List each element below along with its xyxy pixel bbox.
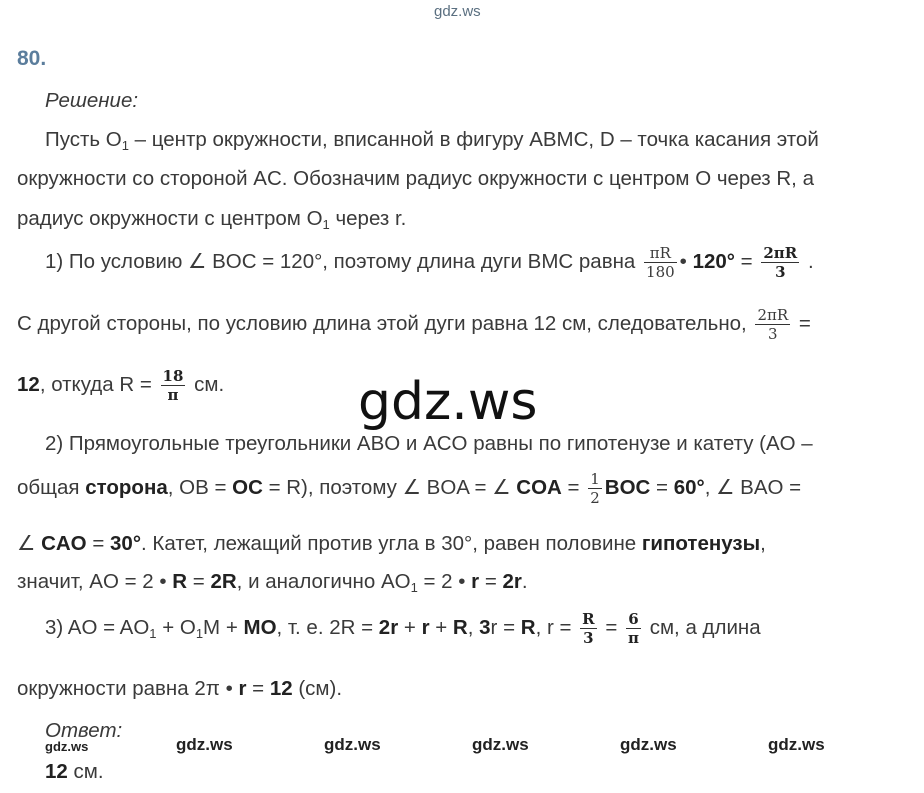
fraction: $\frac{1}{2}$ xyxy=(590,470,600,507)
fraction: $\frac{2\pi R}{3}$ xyxy=(763,244,798,281)
fraction: $\frac{6}{\pi}$ xyxy=(628,610,639,647)
watermark-large: gdz.ws xyxy=(358,372,538,432)
step2-line-4: значит, AO = 2 • R = 2R, и аналогично $AO_1 = 2$ • r = 2r. xyxy=(17,570,528,595)
watermark-footer: gdz.ws xyxy=(472,735,529,754)
intro-line-3: радиус окружности с центром $O_1$ через r. xyxy=(17,207,407,232)
watermark-footer: gdz.ws xyxy=(768,735,825,754)
fraction: $\frac{18}{\pi}$ xyxy=(162,367,184,404)
step2-line-3: ∠ CAO = 30°. Катет, лежащий против угла в 30°, равен половине гипотенузы, xyxy=(17,532,766,555)
fraction: $\frac{2\pi R}{3}$ xyxy=(757,306,789,343)
watermark-footer: gdz.ws xyxy=(324,735,381,754)
step2-line-1: 2) Прямоугольные треугольники ABO и ACO равны по гипотенузе и катету (AO – xyxy=(45,432,813,455)
answer-label: Ответ: xyxy=(45,719,123,742)
fraction: $\frac{\pi R}{180}$ xyxy=(646,244,675,281)
step1-line-1: 1) По условию ∠ BOC = 120°, поэтому длина дуги BMC равна $\frac{\pi R}{180}$ • 120° = $\frac{2\pi R}{3}$ . xyxy=(45,244,814,281)
solution-label: Решение: xyxy=(45,89,139,112)
watermark-footer: gdz.ws xyxy=(45,739,89,754)
step2-line-2: общая сторона, OB = OC = R), поэтому ∠ BOA = ∠ COA = $\frac{1}{2}$ BOC = 60°, ∠ BAO = xyxy=(17,470,802,507)
watermark-top: gdz.ws xyxy=(434,3,481,20)
intro-line-1: Пусть $O_1$ – центр окружности, вписанной в фигуру ABMC, D – точка касания этой xyxy=(45,128,819,153)
watermark-footer: gdz.ws xyxy=(620,735,677,754)
watermark-footer: gdz.ws xyxy=(176,735,233,754)
step1-line-2: С другой стороны, по условию длина этой дуги равна 12 см, следовательно, $\frac{2\pi R}{3}$ = xyxy=(17,306,811,343)
step1-line-3: 12, откуда R = $\frac{18}{\pi}$ см. xyxy=(17,367,225,404)
problem-number: 80. xyxy=(17,47,47,70)
answer-value: 12 см. xyxy=(45,760,104,783)
step3-line-1: 3) AO = $AO_1 + O_1M$ + MO, т. е. 2R = 2r + r + R, 3r = R, r = $\frac{R}{3}$ = $\frac{6}{\pi}$ см, а длина xyxy=(45,610,761,647)
step3-line-2: окружности равна 2π • r = 12 (см). xyxy=(17,677,343,700)
fraction: $\frac{R}{3}$ xyxy=(582,610,595,647)
intro-line-2: окружности со стороной AC. Обозначим радиус окружности с центром O через R, а xyxy=(17,167,814,190)
